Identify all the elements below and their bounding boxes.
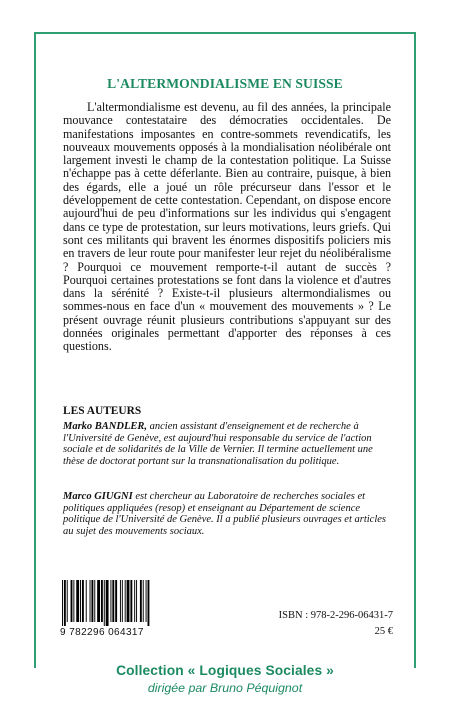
isbn: ISBN : 978-2-296-06431-7 [278,610,393,621]
barcode-bars [60,580,178,626]
author-name-bandler: Marko BANDLER, [63,421,148,432]
book-title: L'ALTERMONDIALISME EN SUISSE [107,76,343,91]
author-description-bandler: ancien assistant d'enseignement et de recherche à l'Université de Genève, est aujourd'hui responsable du service de l'action sociale et de solidarités de la Ville de Vernier. Il termine actuellement une thèse de doctorat portant sur la transnationalisation du politique. [63,421,373,467]
barcode-digits: 9 782296 064317 [60,627,144,638]
author-bio-giugni [63,491,391,537]
price: 25 € [374,626,393,637]
author-bio-bandler [63,421,391,467]
collection-director: dirigée par Bruno Péquignot [147,681,303,695]
collection-name: Collection « Logiques Sociales » [36,663,414,678]
author-description-giugni: est chercheur au Laboratoire de recherches sociales et politiques appliquées (resop) et enseignant au Département de science politique de l'Université de Genève. Il a publié plusieurs ouvrages et articles au sujet des mouvements sociaux. [63,491,387,537]
book-summary: L'altermondialisme est devenu, au fil des années, la principale mouvance contestataire des démocraties occidentales. De manifestations imposantes en contre-sommets revendicatifs, les nouveaux mouvements opposés à la mondialisation néolibérale ont largement investi le champ de la contestation politique. La Suisse n'échappe pas à cette déferlante. Bien au contraire, puisque, à bien des égards, elle a joué un rôle précurseur dans l'essor et le développement de cette contestation. Cependant, on dispose encore aujourd'hui de peu d'informations sur les individus qui s'engagent dans ce type de protestation, sur leurs motivations, leurs griefs. Qui sont ces militants qui bravent les énormes dispositifs policiers mis en travers de leur route pour manifester leur rejet du néolibéralisme ? Pourquoi ce mouvement remporte-t-il autant de succès ? Pourquoi certaines protestations se font dans la violence et d'autres dans la sérénité ? Existe-t-il plusieurs altermondialismes ou sommes-nous en face d'un « mouvement des mouvements » ? Le présent ouvrage réunit plusieurs contributions s'appuyant sur des données originales permettant d'apporter des réponses à ces questions. [63,100,391,354]
author-name-giugni: Marco GIUGNI [63,491,133,502]
authors-heading: LES AUTEURS [63,405,142,417]
